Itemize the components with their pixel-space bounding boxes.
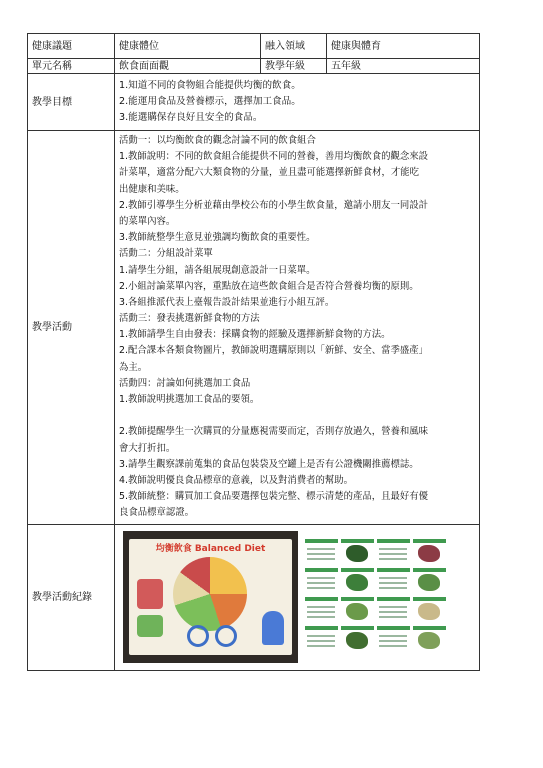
activity-line: 3.請學生觀察課前蒐集的食品包裝袋及空罐上是否有公證機關推薦標誌。 — [119, 458, 419, 470]
vegetable-image — [346, 574, 368, 591]
activity-line: 2.配合課本各類食物圖片，教師說明選購原則以「新鮮、安全、當季盛產」 — [119, 345, 428, 357]
activity-line: 為主。 — [119, 361, 148, 373]
food-card-header — [413, 568, 446, 572]
food-card-header — [305, 539, 338, 543]
activity-line: 活動二：分組設計菜單 — [119, 248, 213, 260]
food-card — [341, 568, 374, 594]
activity-line: 會大打折扣。 — [119, 442, 176, 454]
bicycle-wheel-illustration — [215, 625, 237, 647]
food-card-header — [341, 539, 374, 543]
food-card — [305, 626, 338, 652]
food-plate-illustration — [173, 557, 247, 631]
unit-value: 飲食面面觀 — [115, 59, 261, 74]
poster-title: 均衡飲食 Balanced Diet — [155, 543, 266, 554]
domain-label: 融入領域 — [261, 34, 327, 59]
header-row-unit — [28, 59, 480, 74]
activities-label: 教學活動 — [28, 131, 115, 525]
activities-row — [28, 131, 480, 525]
activity-line: 1.教師說明：不同的飲食組合能提供不同的營養，善用均衡飲食的觀念來設 — [119, 151, 428, 163]
food-card-header — [413, 626, 446, 630]
food-card-text-line — [307, 611, 335, 613]
food-card — [413, 539, 446, 565]
domain-value: 健康與體育 — [327, 34, 480, 59]
activity-line: 1.教師說明挑選加工食品的要領。 — [119, 394, 260, 405]
food-card-text-line — [379, 558, 407, 560]
activity-line: 3.各組推派代表上臺報告設計結果並進行小組互評。 — [119, 296, 335, 308]
activity-line: 計菜單，適當分配六大類食物的分量，並且盡可能選擇新鮮食材，才能吃 — [119, 167, 420, 179]
food-card-text-line — [379, 635, 407, 637]
goals-list — [115, 74, 480, 131]
goal-item: 3.能選購保存良好且安全的食品。 — [119, 112, 263, 123]
food-illustration — [137, 579, 163, 609]
food-chart-photo — [305, 539, 447, 653]
food-card-text-line — [307, 582, 335, 584]
food-card-header — [377, 626, 410, 630]
activity-line: 1.教師請學生自由發表：採購食物的經驗及選擇新鮮食物的方法。 — [119, 329, 391, 341]
activity-line: 出健康和美味。 — [119, 183, 185, 195]
food-card — [377, 539, 410, 565]
poster — [129, 539, 292, 655]
vegetable-image — [418, 545, 440, 562]
food-card-header — [341, 626, 374, 630]
activity-line: 2.教師提醒學生一次購買的分量應視需要而定，否則存放過久，營養和風味 — [119, 426, 428, 438]
activity-line: 活動一：以均衡飲食的觀念討論不同的飲食組合 — [119, 135, 316, 146]
food-card — [377, 597, 410, 623]
record-label: 教學活動紀錄 — [28, 524, 115, 670]
activity-line: 良食品標章認證。 — [119, 507, 195, 519]
vegetable-image — [418, 603, 440, 620]
food-card-header — [377, 597, 410, 601]
vegetable-image — [346, 632, 368, 649]
vegetable-image — [418, 574, 440, 591]
food-card-text-line — [379, 582, 407, 584]
food-card-text-line — [307, 640, 335, 642]
food-card-text-line — [307, 616, 335, 618]
activity-line: 5.教師統整：購買加工食品要選擇包裝完整、標示清楚的產品，且最好有優 — [119, 491, 428, 503]
grade-label: 教學年級 — [261, 59, 327, 74]
food-card — [341, 597, 374, 623]
activity-line: 的菜單內容。 — [119, 215, 176, 227]
balanced-diet-poster-photo — [123, 531, 298, 663]
goal-item: 2.能運用食品及營養標示，選擇加工食品。 — [119, 96, 301, 107]
activities-content — [115, 131, 480, 525]
food-card — [413, 597, 446, 623]
food-card-text-line — [307, 553, 335, 555]
food-card-header — [377, 539, 410, 543]
food-card-text-line — [307, 577, 335, 579]
activity-line: 2.小組討論菜單內容，重點放在這些飲食組合是否符合營養均衡的原則。 — [119, 280, 419, 292]
activity-line: 2.教師引導學生分析並藉由學校公布的小學生飲食量，邀請小朋友一同設計 — [119, 199, 428, 211]
food-card-text-line — [307, 645, 335, 647]
food-card-header — [341, 568, 374, 572]
unit-label: 單元名稱 — [28, 59, 115, 74]
food-card-text-line — [379, 577, 407, 579]
activity-line: 1.請學生分組，請各組展現創意設計一日菜單。 — [119, 264, 316, 276]
food-card-text-line — [379, 548, 407, 550]
food-card-text-line — [379, 611, 407, 613]
food-card-text-line — [307, 606, 335, 608]
food-card-text-line — [307, 587, 335, 589]
food-card-header — [305, 626, 338, 630]
bicycle-wheel-illustration — [187, 625, 209, 647]
food-card-text-line — [307, 548, 335, 550]
food-card-header — [305, 597, 338, 601]
food-card — [341, 626, 374, 652]
food-card — [305, 597, 338, 623]
grade-value: 五年級 — [327, 59, 480, 74]
activity-line: 活動三：發表挑選新鮮食物的方法 — [119, 313, 260, 325]
activity-line: 4.教師說明優良食品標章的意義，以及對消費者的幫助。 — [119, 474, 353, 486]
food-card — [413, 568, 446, 594]
food-card-text-line — [379, 606, 407, 608]
vegetable-image — [346, 545, 368, 562]
food-card-header — [341, 597, 374, 601]
goal-item: 1.知道不同的食物組合能提供均衡的飲食。 — [119, 80, 301, 91]
food-card — [305, 568, 338, 594]
food-card-text-line — [379, 645, 407, 647]
food-card-text-line — [379, 616, 407, 618]
food-card — [413, 626, 446, 652]
goals-row — [28, 74, 480, 131]
food-card — [341, 539, 374, 565]
food-card-header — [305, 568, 338, 572]
child-illustration — [262, 611, 284, 645]
food-card-header — [413, 539, 446, 543]
food-card-text-line — [307, 558, 335, 560]
vegetable-image — [418, 632, 440, 649]
food-card-text-line — [307, 635, 335, 637]
food-card — [377, 568, 410, 594]
goals-label: 教學目標 — [28, 74, 115, 131]
record-row — [28, 524, 480, 670]
activity-line: 3.教師統整學生意見並強調均衡飲食的重要性。 — [119, 232, 316, 244]
food-card-header — [377, 568, 410, 572]
food-card-text-line — [379, 640, 407, 642]
food-card-text-line — [379, 587, 407, 589]
topic-label: 健康議題 — [28, 34, 115, 59]
food-card-header — [413, 597, 446, 601]
food-card-text-line — [379, 553, 407, 555]
food-card — [377, 626, 410, 652]
lesson-plan-table — [27, 33, 480, 671]
vegetable-image — [346, 603, 368, 620]
food-illustration — [137, 615, 163, 637]
topic-value: 健康體位 — [115, 34, 261, 59]
record-photos — [115, 524, 480, 670]
activity-line: 活動四：討論如何挑選加工食品 — [119, 377, 251, 389]
food-card — [305, 539, 338, 565]
header-row-topic — [28, 34, 480, 59]
activity-line-blank — [119, 408, 475, 424]
